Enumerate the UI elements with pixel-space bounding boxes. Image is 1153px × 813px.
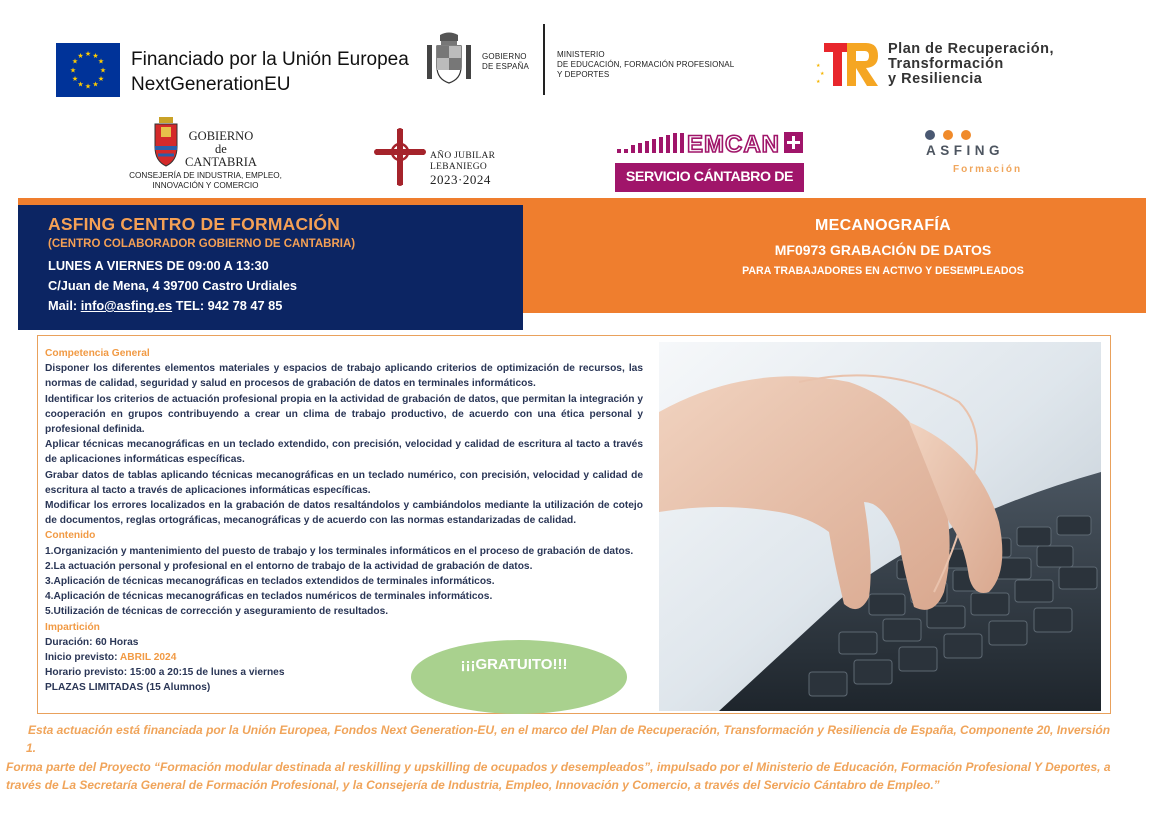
svg-text:★: ★ <box>92 80 99 89</box>
svg-text:★: ★ <box>71 57 79 66</box>
imparticion-heading: Impartición <box>45 621 100 633</box>
horario-previsto: Horario previsto: 15:00 a 20:15 de lunes a viernes <box>45 667 285 679</box>
asfing-logo-name: ASFING <box>926 143 1005 158</box>
gratuito-badge: ¡¡¡GRATUITO!!! <box>411 640 627 714</box>
svg-text:★: ★ <box>77 80 84 89</box>
ministerio-line-1: MINISTERIO <box>557 50 605 59</box>
logo-divider <box>543 24 545 95</box>
gobierno-espana-line-2: DE ESPAÑA <box>482 62 529 71</box>
telefono: TEL: 942 78 47 85 <box>172 298 283 313</box>
jubilar-line-2: LEBANIEGO <box>430 162 488 172</box>
ministerio-label <box>557 50 734 80</box>
spain-coat-of-arms-icon <box>424 31 474 87</box>
consejeria-line-1: CONSEJERÍA DE INDUSTRIA, EMPLEO, <box>129 171 282 180</box>
svg-text:★: ★ <box>84 50 92 58</box>
plazas-limitadas: PLAZAS LIMITADAS (15 Alumnos) <box>45 682 211 694</box>
centro-title: ASFING CENTRO DE FORMACIÓN <box>48 214 341 234</box>
prtr-line-2: Transformación <box>888 56 1004 72</box>
course-title: MECANOGRAFÍA <box>814 217 952 234</box>
cantabria-shield-icon <box>151 117 181 167</box>
gobierno-cantabria-label <box>185 130 257 169</box>
svg-text:★: ★ <box>69 66 77 75</box>
jubilar-line-3: 2023·2024 <box>430 172 491 187</box>
asfing-dots-icon <box>924 128 974 140</box>
cantabria-line-3: CANTABRIA <box>185 155 257 169</box>
gobierno-espana-line-1: GOBIERNO <box>482 52 527 61</box>
contenido-item: 3.Aplicación de técnicas mecanográficas en teclados extendidos de terminales informáticos. <box>45 576 495 588</box>
svg-text:★: ★ <box>77 52 84 60</box>
contenido-item: 4.Aplicación de técnicas mecanográficas en teclados numéricos de terminales informáticos. <box>45 591 493 603</box>
competencia-heading: Competencia General <box>45 348 150 359</box>
svg-text:★: ★ <box>97 75 105 83</box>
eu-funding-label <box>131 47 409 97</box>
prtr-line-1: Plan de Recuperación, <box>888 41 1055 57</box>
financing-note: Esta actuación está financiada por la Unión Europea, Fondos Next Generation-EU, en el marco del Plan de Recuperación, Transformación y Resiliencia de España, Componente 20, Inversión 1. <box>26 723 1111 755</box>
svg-text:★: ★ <box>97 57 105 66</box>
contenido-heading: Contenido <box>45 530 96 542</box>
consejeria-label <box>128 171 283 191</box>
centro-horario: LUNES A VIERNES DE 09:00 A 13:30 <box>48 258 269 273</box>
contenido-item: 1.Organización y mantenimiento del puesto de trabajo y los terminales informáticos en el proceso de grabación de datos. <box>45 545 634 557</box>
project-note: Forma parte del Proyecto “Formación modular destinada al reskilling y upskilling de ocupados y desempleados”, impulsado por el Ministerio de Educación, Formación Profesional Y Deportes, a través de La Secretaría General de Formación Profesional, y la Consejería de Industria, Empleo, Innovación y Comercio, a través del Servicio Cántabro de Empleo.” <box>6 760 1111 792</box>
competencia-paragraph: Disponer los diferentes elementos materiales y espacios de trabajo aplicando criterios de optimización de recursos, las normas de calidad, seguridad y salud en procesos de grabación de datos en terminales informáticos. <box>45 363 643 390</box>
cantabria-line-1: GOBIERNO <box>188 129 254 143</box>
email-link[interactable]: info@asfing.es <box>80 298 173 313</box>
svg-text:★: ★ <box>816 63 821 69</box>
centro-subtitle: (CENTRO COLABORADOR GOBIERNO DE CANTABRIA) <box>48 238 356 250</box>
contenido-item: 5.Utilización de técnicas de corrección y aseguramiento de resultados. <box>45 606 389 618</box>
inicio-value: ABRIL 2024 <box>119 652 177 664</box>
competencia-paragraph: Identificar los criterios de actuación profesional propia en la actividad de grabación de datos, que permitan la integración y cooperación en grupos contribuyendo a crear un clima de trabajo productivo, de acuerdo con una ética personal y profesional definida. <box>45 393 643 436</box>
duracion: Duración: 60 Horas <box>45 636 139 648</box>
inicio-label: Inicio previsto: <box>45 652 120 664</box>
competencia-paragraph: Aplicar técnicas mecanográficas en un teclado extendido, con precisión, velocidad y calidad de escritura al tacto a través de aplicaciones informáticas específicas. <box>45 439 643 466</box>
ano-jubilar-label <box>430 151 495 187</box>
emcan-wordmark: EMCAN <box>687 131 780 158</box>
competencia-paragraph: Grabar datos de tablas aplicando técnicas mecanográficas en un teclado numérico, con precisión, velocidad y calidad de escritura al tacto a través de aplicaciones informáticas específicas. <box>45 469 643 496</box>
consejeria-line-2: INNOVACIÓN Y COMERCIO <box>152 181 259 190</box>
emcan-servicio-banner: SERVICIO CÁNTABRO DE <box>615 163 804 192</box>
eu-flag-logo <box>56 43 120 97</box>
eu-line-1: Financiado por la Unión Europea <box>131 49 409 70</box>
typing-hands-photo <box>659 342 1101 711</box>
prtr-logo-icon <box>814 41 882 89</box>
centro-direccion: C/Juan de Mena, 4 39700 Castro Urdiales <box>48 278 297 293</box>
svg-text:★: ★ <box>99 66 107 75</box>
mail-label: Mail: <box>48 298 81 313</box>
svg-text:★: ★ <box>71 75 79 83</box>
asfing-logo-sub: Formación <box>953 164 1023 175</box>
ministerio-line-2: DE EDUCACIÓN, FORMACIÓN PROFESIONAL <box>557 60 735 69</box>
course-code: MF0973 GRABACIÓN DE DATOS <box>774 242 992 258</box>
gobierno-espana-label <box>482 52 529 72</box>
svg-text:★: ★ <box>84 82 92 91</box>
prtr-label <box>888 42 1054 87</box>
jubilar-cross-icon <box>374 127 426 187</box>
eu-line-2: NextGenerationEU <box>131 74 291 95</box>
ministerio-line-3: Y DEPORTES <box>557 70 610 79</box>
course-target-audience: PARA TRABAJADORES EN ACTIVO Y DESEMPLEADOS <box>742 265 1024 277</box>
svg-text:★: ★ <box>92 52 99 60</box>
contenido-item: 2.La actuación personal y profesional en el entorno de trabajo de la actividad de grabación de datos. <box>45 560 533 572</box>
competencia-paragraph: Modificar los errores localizados en la grabación de datos resaltándolos y cambiándolos mediante la utilización de cotejo de documentos, reglas ortográficas, mecanográficas y de acuerdo con las normas estandarizadas de calidad. <box>45 500 643 527</box>
centro-contact <box>48 298 282 313</box>
prtr-line-3: y Resiliencia <box>888 71 983 87</box>
svg-text:★: ★ <box>820 71 825 77</box>
cantabria-line-2: de <box>215 142 227 156</box>
svg-text:★: ★ <box>816 79 821 85</box>
jubilar-line-1: AÑO JUBILAR <box>430 151 496 161</box>
